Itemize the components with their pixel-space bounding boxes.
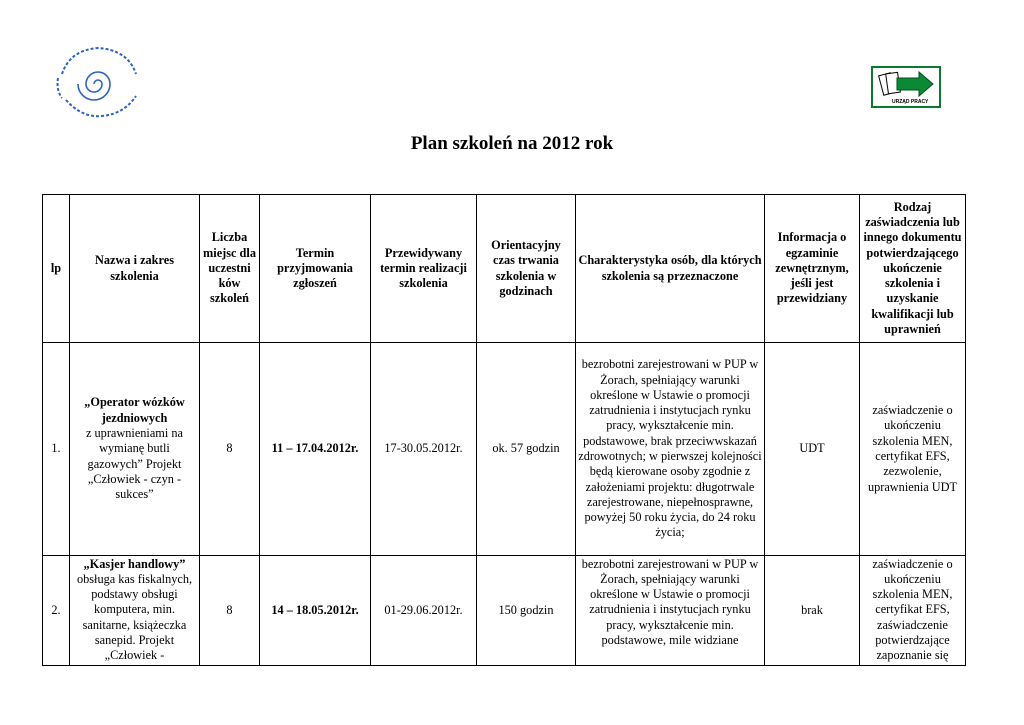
cell-realization: 01-29.06.2012r.: [371, 556, 477, 666]
cell-lp: 1.: [43, 343, 70, 556]
cell-lp: 2.: [43, 556, 70, 666]
cell-places: 8: [200, 343, 260, 556]
cell-characteristics: [576, 556, 765, 666]
header-certificate: Rodzaj zaświadczenia lub innego dokumentu potwierdzającego ukończenie szkolenia i uzyskanie kwalifikacji lub uprawnień: [860, 195, 966, 343]
cell-certificate: [860, 556, 966, 666]
cell-name: [70, 556, 200, 666]
table-row: [43, 343, 966, 556]
training-plan-table: [42, 194, 966, 666]
centrum-logo: [52, 44, 144, 120]
header-row: [43, 195, 966, 343]
cell-certificate: zaświadczenie o ukończeniu szkolenia MEN, certyfikat EFS, zezwolenie, uprawnienia UDT: [860, 343, 966, 556]
characteristics-text: bezrobotni zarejestrowani w PUP w Żorach, spełniający warunki określone w Ustawie o promocji zatrudnienia i instytucjach rynku pracy, wykształcenie min. podstawowe, mile widziane: [581, 556, 759, 647]
cell-application: 14 – 18.05.2012r.: [260, 556, 371, 666]
cell-places: 8: [200, 556, 260, 666]
cell-characteristics: bezrobotni zarejestrowani w PUP w Żorach, spełniający warunki określone w Ustawie o promocji zatrudnienia i instytucjach rynku pracy, wykształcenie min. podstawowe, brak przeciwwskazań zdrowotnych; w pierwszej kolejności będą kierowane osoby zgodnie z założeniami projektu: długotrwale zarejestrowane, niepełnosprawne, powyżej 50 roku życia, do 24 roku życia;: [576, 343, 765, 556]
cell-exam: UDT: [765, 343, 860, 556]
cell-realization: 17-30.05.2012r.: [371, 343, 477, 556]
page-title: Plan szkoleń na 2012 rok: [410, 133, 614, 154]
training-description: z uprawnieniami na wymianę butli gazowych” Projekt „Człowiek - czyn - sukces”: [86, 426, 183, 502]
header-name: Nazwa i zakres szkolenia: [70, 195, 200, 343]
header-exam: Informacja o egzaminie zewnętrznym, jeśli jest przewidziany: [765, 195, 860, 343]
cell-name: [70, 343, 200, 556]
table-row: [43, 556, 966, 666]
cell-duration: 150 godzin: [477, 556, 576, 666]
training-description: obsługa kas fiskalnych, podstawy obsługi komputera, min. sanitarne, książeczka sanepid. Projekt „Człowiek -: [76, 571, 193, 663]
header-duration: Orientacyjny czas trwania szkolenia w godzinach: [477, 195, 576, 343]
urzad-pracy-logo: [871, 66, 941, 108]
header-places: Liczba miejsc dla uczestni ków szkoleń: [200, 195, 260, 343]
training-title: „Kasjer handlowy”: [83, 556, 186, 571]
urzad-pracy-caption: URZĄD PRACY: [892, 99, 929, 105]
header-characteristics: Charakterystyka osób, dla których szkolenia są przeznaczone: [576, 195, 765, 343]
training-title: „Operator wózków jezdniowych: [84, 395, 185, 425]
certificate-text: zaświadczenie o ukończeniu szkolenia MEN, certyfikat EFS, zaświadczenie potwierdzające zapoznanie się: [872, 556, 953, 663]
header-application: Termin przyjmowania zgłoszeń: [260, 195, 371, 343]
header-realization: Przewidywany termin realizacji szkolenia: [371, 195, 477, 343]
cell-application: 11 – 17.04.2012r.: [260, 343, 371, 556]
cell-duration: ok. 57 godzin: [477, 343, 576, 556]
header-lp: lp: [43, 195, 70, 343]
cell-exam: brak: [765, 556, 860, 666]
